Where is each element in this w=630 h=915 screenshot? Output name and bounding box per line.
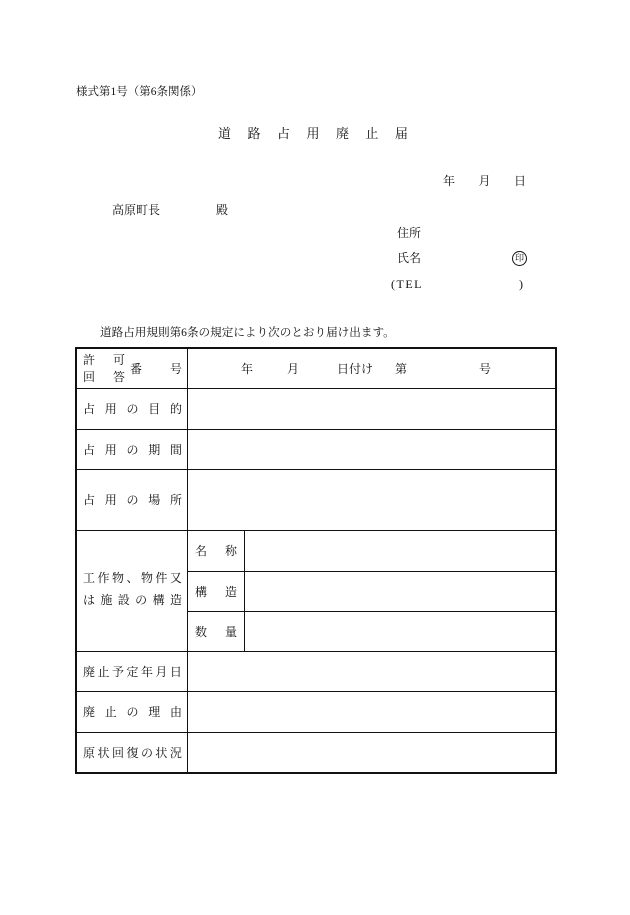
label-char: 回 <box>83 370 96 384</box>
label-char: は <box>83 593 96 607</box>
label-char: 許 <box>83 353 96 367</box>
label-char: 目 <box>148 402 161 416</box>
label-char: 称 <box>224 544 237 558</box>
addressee-honorific: 殿 <box>216 203 229 217</box>
label-char: 用 <box>104 493 117 507</box>
label-char: 占 <box>83 402 96 416</box>
label-char: 場 <box>148 493 161 507</box>
label-char: 年 <box>140 664 153 679</box>
label-char: の <box>126 705 139 719</box>
label-char: 用 <box>306 126 320 141</box>
label-char: 期 <box>148 442 161 457</box>
label-char: 的 <box>169 402 182 416</box>
structure-name-value <box>245 531 555 572</box>
structure-name-label <box>195 545 237 557</box>
label-char: 造 <box>169 593 182 607</box>
label-char: 構 <box>195 584 208 599</box>
label-char: の <box>135 593 148 607</box>
label-char: の <box>126 442 139 457</box>
document-title <box>218 127 408 140</box>
reason-label <box>83 706 182 718</box>
label-char: 作 <box>97 571 110 585</box>
submission-date-line <box>443 175 526 187</box>
label-char: 状 <box>155 745 168 760</box>
permit-value-no-suffix: 号 <box>479 361 492 376</box>
label-char: 廃 <box>83 664 96 679</box>
label-char: 構 <box>152 593 165 607</box>
label-char: 予 <box>111 664 124 679</box>
applicant-address-label: 住所 <box>397 226 422 240</box>
permit-label-bottom <box>83 371 125 383</box>
label-char: 月 <box>478 174 491 188</box>
restoration-value <box>188 733 555 772</box>
label-char: 所 <box>169 493 182 507</box>
applicant-name-label: 氏名 <box>397 251 422 265</box>
seal-icon: 印 <box>512 251 527 266</box>
permit-label-stack <box>83 354 125 383</box>
label-char: 日 <box>513 174 526 188</box>
label-char: の <box>140 745 153 760</box>
label-char: 回 <box>111 745 124 760</box>
structure-name-label-cell <box>188 531 245 572</box>
structure-quantity-label <box>195 626 237 638</box>
label-char: 況 <box>169 745 182 760</box>
label-char: 設 <box>117 593 130 607</box>
label-char: 止 <box>97 664 110 679</box>
label-char: 定 <box>126 664 139 679</box>
abolition-date-label <box>83 666 182 678</box>
label-char: 理 <box>148 705 161 719</box>
applicant-tel-close: ) <box>519 277 523 291</box>
label-char: 又 <box>169 571 182 585</box>
period-label <box>83 444 182 456</box>
form-number: 様式第1号（第6条関係） <box>76 86 203 98</box>
applicant-tel-label: (TEL <box>391 277 423 291</box>
structure-type-label-cell <box>188 572 245 612</box>
permit-value-year: 年 <box>241 361 254 376</box>
label-char: 名 <box>195 544 208 558</box>
notice-table <box>75 347 557 774</box>
label-char: 年 <box>443 174 456 188</box>
label-char: 道 <box>218 126 232 141</box>
location-label <box>83 494 182 506</box>
label-char: 物 <box>111 571 124 585</box>
label-char: 原 <box>83 745 96 760</box>
purpose-label <box>83 403 182 415</box>
label-char: 日 <box>169 664 182 679</box>
structure-quantity-label-cell <box>188 612 245 652</box>
label-char: 量 <box>224 624 237 639</box>
label-char: 由 <box>169 705 182 719</box>
purpose-value <box>188 389 555 430</box>
permit-label-group <box>83 354 182 383</box>
label-char: 占 <box>276 126 290 141</box>
label-char: 番 <box>130 361 143 376</box>
addressee-name: 高原町長 <box>112 203 161 217</box>
structure-quantity-value <box>245 612 555 652</box>
location-value <box>188 470 555 531</box>
period-label-cell <box>77 430 188 470</box>
label-char: 間 <box>169 442 182 457</box>
reason-label-cell <box>77 692 188 733</box>
label-char: 止 <box>365 126 379 141</box>
permit-number-label <box>77 349 188 389</box>
label-char: 占 <box>83 442 96 457</box>
label-char: 廃 <box>335 126 349 141</box>
structure-label-line2 <box>83 594 182 606</box>
abolition-date-label-cell <box>77 652 188 692</box>
label-char: 届 <box>394 126 408 141</box>
label-char: 復 <box>126 745 139 760</box>
label-char: 数 <box>195 624 208 639</box>
label-char: 件 <box>155 571 168 585</box>
label-char: 路 <box>247 126 261 141</box>
label-char: 用 <box>104 442 117 457</box>
label-char: 施 <box>100 593 113 607</box>
period-value <box>188 430 555 470</box>
label-char: 占 <box>83 493 96 507</box>
label-char: 月 <box>155 664 168 679</box>
permit-value-day: 日付け <box>337 361 374 376</box>
label-char: 号 <box>169 361 182 376</box>
label-char: 答 <box>112 370 125 384</box>
label-char: 可 <box>112 353 125 367</box>
permit-label-right <box>130 363 182 375</box>
label-char: の <box>126 493 139 507</box>
statement-text: 道路占用規則第6条の規定により次のとおり届け出ます。 <box>100 326 395 339</box>
restoration-label <box>83 747 182 759</box>
label-char: の <box>126 402 139 416</box>
label-char: 造 <box>224 584 237 599</box>
structure-label <box>83 572 182 606</box>
label-char: 止 <box>104 705 117 719</box>
structure-label-cell <box>77 531 188 652</box>
label-char: 工 <box>83 571 96 585</box>
label-char: 、 <box>126 571 139 585</box>
permit-label-top <box>83 354 125 366</box>
restoration-label-cell <box>77 733 188 772</box>
label-char: 用 <box>104 402 117 416</box>
permit-value-month: 月 <box>287 361 300 376</box>
permit-number-value <box>188 349 555 389</box>
permit-value-no-prefix: 第 <box>395 361 408 376</box>
label-char: 物 <box>140 571 153 585</box>
abolition-date-value <box>188 652 555 692</box>
structure-type-label <box>195 586 237 598</box>
structure-type-value <box>245 572 555 612</box>
location-label-cell <box>77 470 188 531</box>
reason-value <box>188 692 555 733</box>
structure-label-line1 <box>83 572 182 584</box>
label-char: 廃 <box>83 705 96 719</box>
label-char: 状 <box>97 745 110 760</box>
purpose-label-cell <box>77 389 188 430</box>
